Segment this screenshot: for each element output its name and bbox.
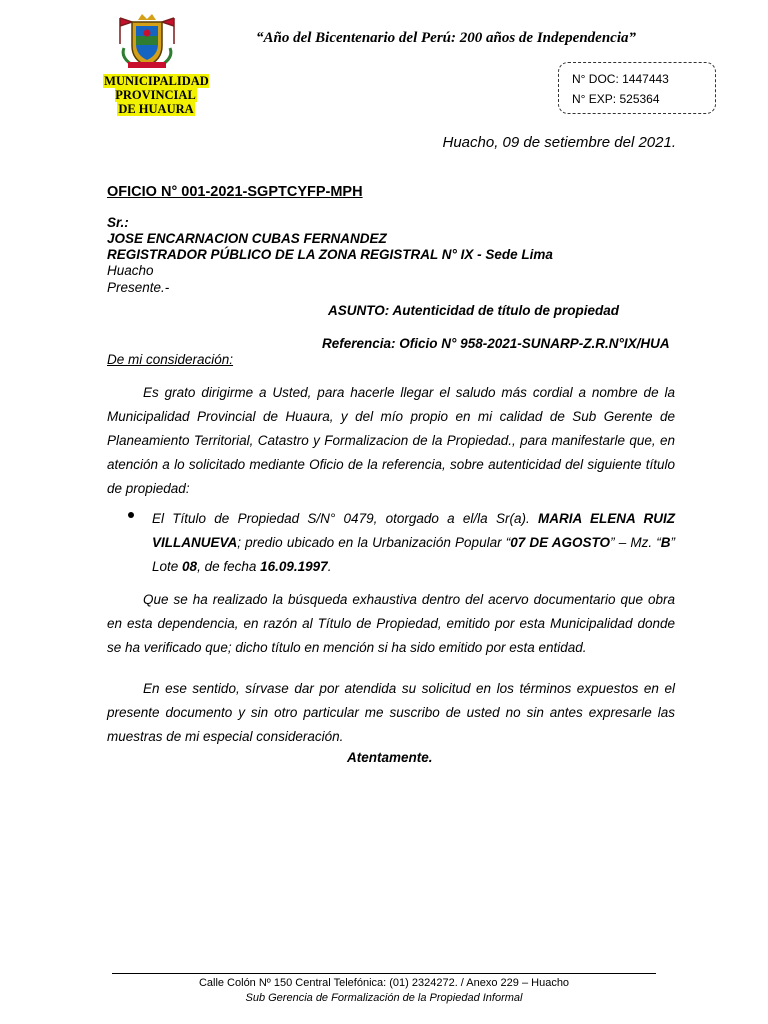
addressee-city: Huacho <box>107 263 154 278</box>
bullet-text-6: . <box>327 559 332 574</box>
body-paragraph-2: Que se ha realizado la búsqueda exhaustiva dentro del acervo documentario que obra en esta dependencia, en razón al Título de Propiedad, emitido por esta Municipalidad donde se ha verificado que; dicho título en mención si ha sido emitido por esta entidad. <box>107 592 675 655</box>
municipality-name-line1: MUNICIPALIDAD PROVINCIAL <box>104 74 209 102</box>
owner-name: MARIA ELENA RUIZ VILLANUEVA <box>152 511 676 550</box>
footer-address: Calle Colón Nº 150 Central Telefónica: (01) 2324272. / Anexo 229 – Huacho <box>198 977 570 989</box>
footer-divider <box>112 973 656 974</box>
bullet-text-1: El Título de Propiedad S/N° 0479, otorgado a el/la Sr(a). <box>152 511 538 526</box>
national-motto: “Año del Bicentenario del Perú: 200 años de Independencia” <box>256 30 636 46</box>
letter-reference-title: OFICIO N° 001-2021-SGPTCYFP-MPH <box>107 184 363 200</box>
document-number-box <box>558 62 716 114</box>
closing-text: Atentamente. <box>347 750 433 765</box>
exp-number: N° EXP: 525364 <box>572 92 660 106</box>
lot-number: 08 <box>182 559 198 574</box>
title-date: 16.09.1997 <box>260 559 328 574</box>
bullet-text-2: ; predio ubicado en la Urbanización Popular “ <box>237 535 511 550</box>
letter-referencia: Referencia: Oficio N° 958-2021-SUNARP-Z.R.N°IX/HUA <box>322 336 670 351</box>
bullet-text-4: ” Lote <box>152 535 676 574</box>
doc-number: N° DOC: 1447443 <box>572 72 669 86</box>
letter-subject: ASUNTO: Autenticidad de título de propiedad <box>328 303 620 318</box>
bullet-dot-icon <box>128 512 134 518</box>
addressee-position: REGISTRADOR PÚBLICO DE LA ZONA REGISTRAL N° IX - Sede Lima <box>107 247 553 262</box>
bullet-text-3: ” – Mz. “ <box>610 535 661 550</box>
block-letter: B <box>660 535 671 550</box>
addressee-name: JOSE ENCARNACION CUBAS FERNANDEZ <box>107 231 387 246</box>
municipal-crest-icon <box>114 14 180 70</box>
urbanization-name: 07 DE AGOSTO <box>510 535 611 550</box>
title-detail-bullet <box>152 507 675 579</box>
letter-date: Huacho, 09 de setiembre del 2021. <box>442 134 676 151</box>
addressee-salutation: Sr.: <box>107 215 129 230</box>
municipality-name <box>70 74 242 116</box>
letter-greeting: De mi consideración: <box>107 352 234 367</box>
addressee-present: Presente.- <box>107 280 170 295</box>
footer-office-name: Sub Gerencia de Formalización de la Propiedad Informal <box>245 992 523 1004</box>
municipality-name-line2: DE HUAURA <box>118 102 194 116</box>
body-paragraph-1: Es grato dirigirme a Usted, para hacerle llegar el saludo más cordial a nombre de la Municipalidad Provincial de Huaura, y del mío propio en mi calidad de Sub Gerente de Planeamiento Territorial, Catastro y Formalizacion de la Propiedad., para manifestarle que, en atención a lo solicitado mediante Oficio de la referencia, sobre autenticidad del siguiente título de propiedad: <box>107 385 675 496</box>
bullet-text-5: , de fecha <box>197 559 261 574</box>
body-paragraph-3: En ese sentido, sírvase dar por atendida su solicitud en los términos expuestos en el presente documento y sin otro particular me suscribo de usted no sin antes expresarle las muestras de mi especial consideración. <box>107 681 675 744</box>
